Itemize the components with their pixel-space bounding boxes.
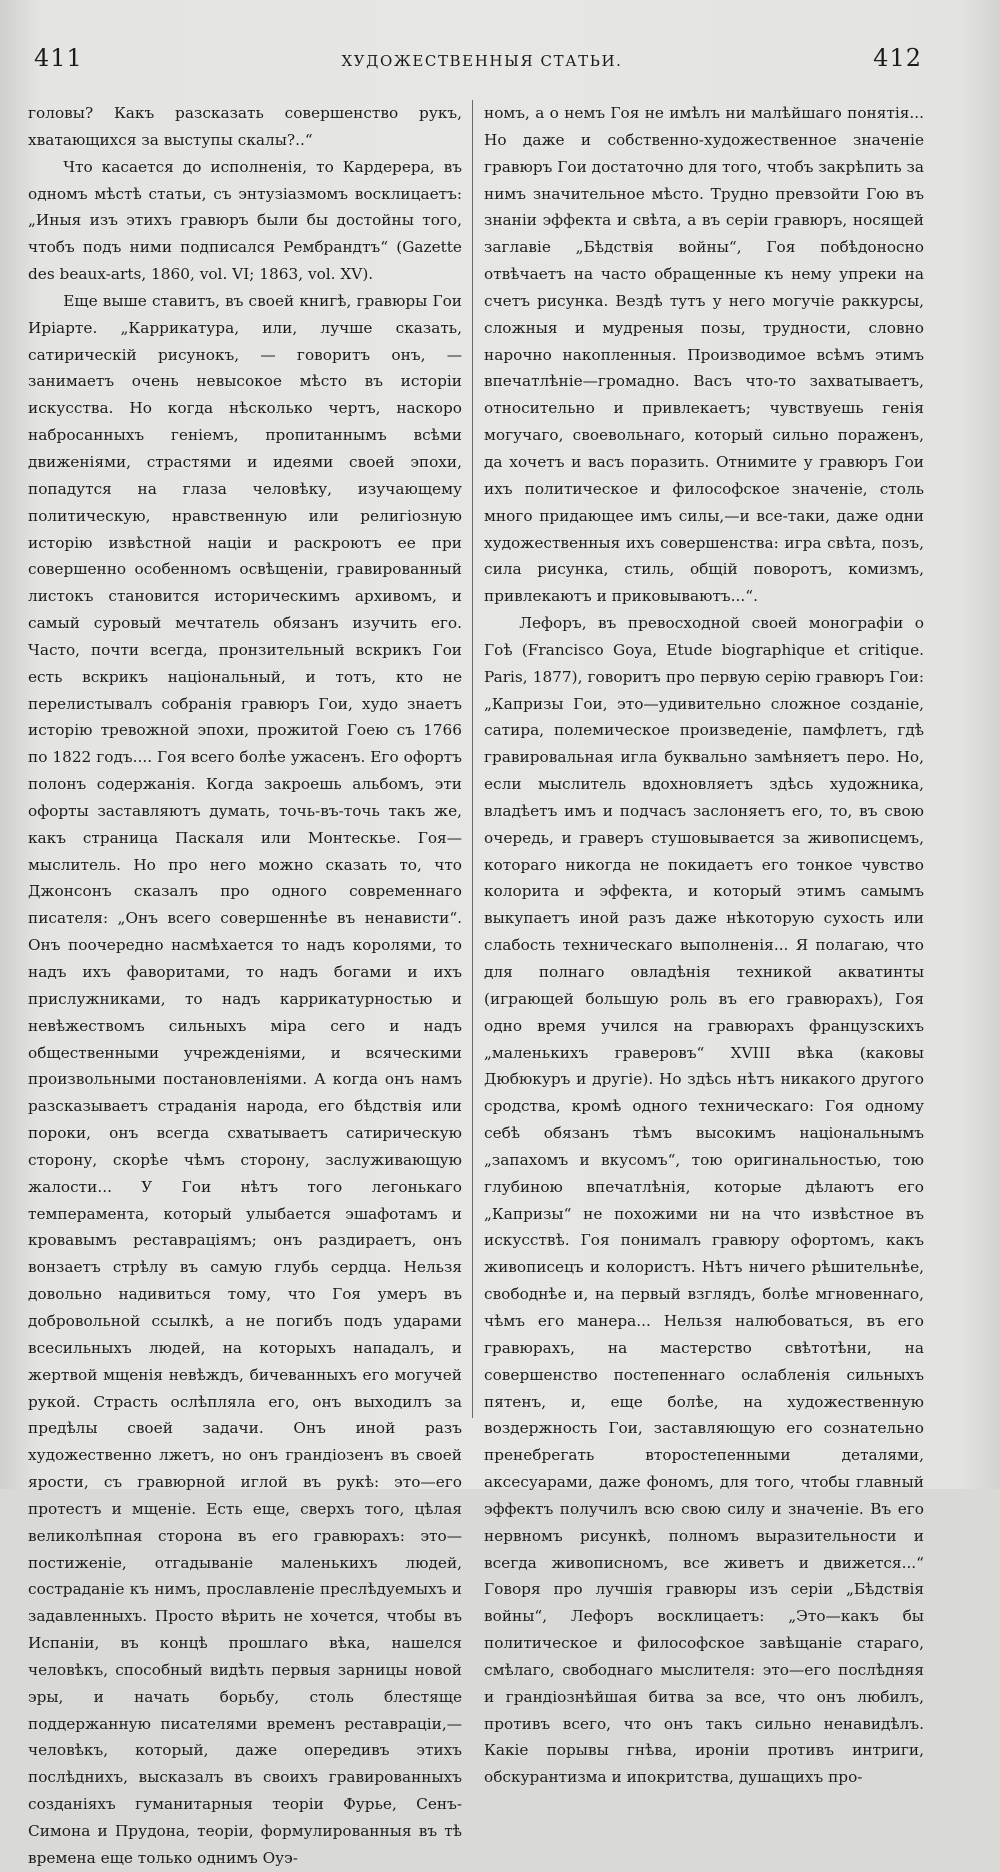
running-title: ХУДОЖЕСТВЕННЫЯ СТАТЬИ. — [341, 52, 623, 70]
page-number-left: 411 — [34, 44, 83, 72]
left-column — [28, 100, 462, 1872]
right-column — [484, 100, 924, 1791]
running-header — [34, 44, 922, 74]
paragraph: Что касается до исполненія, то Кардерера, въ одномъ мѣстѣ статьи, съ энтузіазмомъ восклицаетъ: „Иныя изъ этихъ гравюръ были бы достойны того, чтобъ подъ ними подписался Рембрандтъ“ (Gazette des beaux-arts, 1860, vol. VI; 1863, vol. XV). — [28, 157, 462, 284]
page-number-right: 412 — [873, 44, 922, 72]
paragraph: головы? Какъ разсказать совершенство рукъ, хватающихся за выступы скалы?..“ — [28, 104, 462, 149]
column-divider — [472, 100, 473, 1418]
paragraph: номъ, а о немъ Гоя не имѣлъ ни малѣйшаго понятія... Но даже и собственно-художественное значеніе гравюръ Гои достаточно для того, чтобъ закрѣпить за нимъ значительное мѣсто. Трудно превзойти Гою въ знаніи эффекта и свѣта, а въ серіи гравюръ, носящей заглавіе „Бѣдствія войны“, Гоя побѣдоносно отвѣчаетъ на часто обращенные къ нему упреки на счетъ рисунка. Вездѣ тутъ у него могучіе раккурсы, сложныя и мудреныя позы, трудности, словно нарочно накопленныя. Производимое всѣмъ этимъ впечатлѣніе—громадно. Васъ что-то захватываетъ, относительно и привлекаетъ; чувствуешь генія могучаго, своевольнаго, который сильно пораженъ, да хочетъ и васъ поразить. Отнимите у гравюръ Гои ихъ политическое и философское значеніе, столь много придающее имъ силы,—и все-таки, даже одни художественныя ихъ совершенства: игра свѣта, позъ, сила рисунка, стиль, общій поворотъ, комизмъ, привлекаютъ и приковываютъ...“. — [484, 104, 924, 606]
paragraph: Еще выше ставитъ, въ своей книгѣ, гравюры Гои Иріарте. „Каррикатура, или, лучше сказать, сатирическій рисунокъ, — говоритъ онъ, — занимаетъ очень невысокое мѣсто въ исторіи искусства. Но когда нѣсколько чертъ, наскоро набросанныхъ геніемъ, пропитаннымъ всѣми движеніями, страстями и идеями своей эпохи, попадутся на глаза человѣку, изучающему политическую, нравственную или религіозную исторію извѣстной націи и раскроютъ ее при совершенно особенномъ освѣщеніи, гравированный листокъ становится историческимъ архивомъ, и самый суровый мечтатель обязанъ изучить его. Часто, почти всегда, пронзительный вскрикъ Гои есть вскрикъ національный, и тотъ, кто не перелистывалъ собранія гравюръ Гои, худо знаетъ исторію тревожной эпохи, прожитой Гоею съ 1766 по 1822 годъ.... Гоя всего болѣе ужасенъ. Его офортъ полонъ содержанія. Когда закроешь альбомъ, эти офорты заставляютъ думать, точь-въ-точь такъ же, какъ страница Паскаля или Монтескье. Гоя—мыслитель. Но про него можно сказать то, что Джонсонъ сказалъ про одного современнаго писателя: „Онъ всего совершеннѣе въ ненависти“. Онъ поочередно насмѣхается то надъ королями, то надъ ихъ фаворитами, то надъ богами и ихъ прислужниками, то надъ каррикатурностью и невѣжествомъ сильныхъ міра сего и надъ общественными учрежденіями, и всяческими произвольными постановленіями. А когда онъ намъ разсказываетъ страданія народа, его бѣдствія или пороки, онъ всегда схватываетъ сатирическую сторону, скорѣе чѣмъ сторону, заслуживающую жалости... У Гои нѣтъ того легонькаго темперамента, который улыбается эшафотамъ и кровавымъ реставраціямъ; онъ раздираетъ, онъ вонзаетъ стрѣлу въ самую глубь сердца. Нельзя довольно надивиться тому, что Гоя умеръ въ добровольной ссылкѣ, а не погибъ подъ ударами всесильныхъ людей, на которыхъ нападалъ, и жертвой мщенія невѣждъ, бичеванныхъ его могучей рукой. Страсть ослѣпляла его, онъ выходилъ за предѣлы своей задачи. Онъ иной разъ художественно лжетъ, но онъ грандіозенъ въ своей ярости, съ гравюрной иглой въ рукѣ: это—его протестъ и мщеніе. Есть еще, сверхъ того, цѣлая великолѣпная сторона въ его гравюрахъ: это—постиженіе, отгадываніе маленькихъ людей, состраданіе къ нимъ, прославленіе преслѣдуемыхъ и задавленныхъ. Просто вѣрить не хочется, чтобы въ Испаніи, въ концѣ прошлаго вѣка, нашелся человѣкъ, способный видѣть первыя зарницы новой эры, и начать борьбу, столь блестяще поддержанную писателями временъ реставраціи,—человѣкъ, который, даже опередивъ этихъ послѣднихъ, высказалъ въ своихъ гравированныхъ созданіяхъ гуманитарныя теоріи Фурье, Сенъ-Симона и Прудона, теоріи, формулированныя въ тѣ времена еще только однимъ Оуэ- — [28, 291, 462, 1867]
paragraph: Лефоръ, въ превосходной своей монографіи о Гоѣ (Francisco Goya, Etude biographique et critique. Paris, 1877), говоритъ про первую серію гравюръ Гои: „Капризы Гои, это—удивительно сложное созданіе, сатира, полемическое произведеніе, памфлетъ, гдѣ гравировальная игла буквально замѣняетъ перо. Но, если мыслитель вдохновляетъ здѣсь художника, владѣетъ имъ и подчасъ заслоняетъ его, то, въ свою очередь, и граверъ стушовывается за живописцемъ, котораго никогда не покидаетъ его тонкое чувство колорита и эффекта, и который этимъ самымъ выкупаетъ иной разъ даже нѣкоторую сухость или слабость техническаго выполненія... Я полагаю, что для полнаго овладѣнія техникой акватинты (играющей большую роль въ его гравюрахъ), Гоя одно время учился на гравюрахъ французскихъ „маленькихъ граверовъ“ XVIII вѣка (каковы Дюбюкуръ и другіе). Но здѣсь нѣтъ никакого другого сродства, кромѣ одного техническаго: Гоя одному себѣ обязанъ тѣмъ высокимъ національнымъ „запахомъ и вкусомъ“, тою оригинальностью, тою глубиною впечатлѣнія, которые дѣлаютъ его „Капризы“ не похожими ни на что извѣстное въ искусствѣ. Гоя понималъ гравюру офортомъ, какъ живописецъ и колористъ. Нѣтъ ничего рѣшительнѣе, свободнѣе и, на первый взглядъ, болѣе мгновеннаго, чѣмъ его манера... Нельзя налюбоваться, въ его гравюрахъ, на мастерство свѣтотѣни, на совершенство постепеннаго ослабленія сильныхъ пятенъ, и, еще болѣе, на художественную воздержность Гои, заставляющую его сознательно пренебрегать второстепенными деталями, аксесуарами, даже фономъ, для того, чтобы главный эффектъ получилъ всю свою силу и значеніе. Въ его нервномъ рисункѣ, полномъ выразительности и всегда живописномъ, все живетъ и движется...“ Говоря про лучшія гравюры изъ серіи „Бѣдствія войны“, Лефоръ восклицаетъ: „Это—какъ бы политическое и философское завѣщаніе стараго, смѣлаго, свободнаго мыслителя: это—его послѣдняя и грандіознѣйшая битва за все, что онъ любилъ, противъ всего, что онъ такъ сильно ненавидѣлъ. Какіе порывы гнѣва, ироніи противъ интриги, обскурантизма и ипокритства, душащихъ про- — [484, 614, 924, 1787]
